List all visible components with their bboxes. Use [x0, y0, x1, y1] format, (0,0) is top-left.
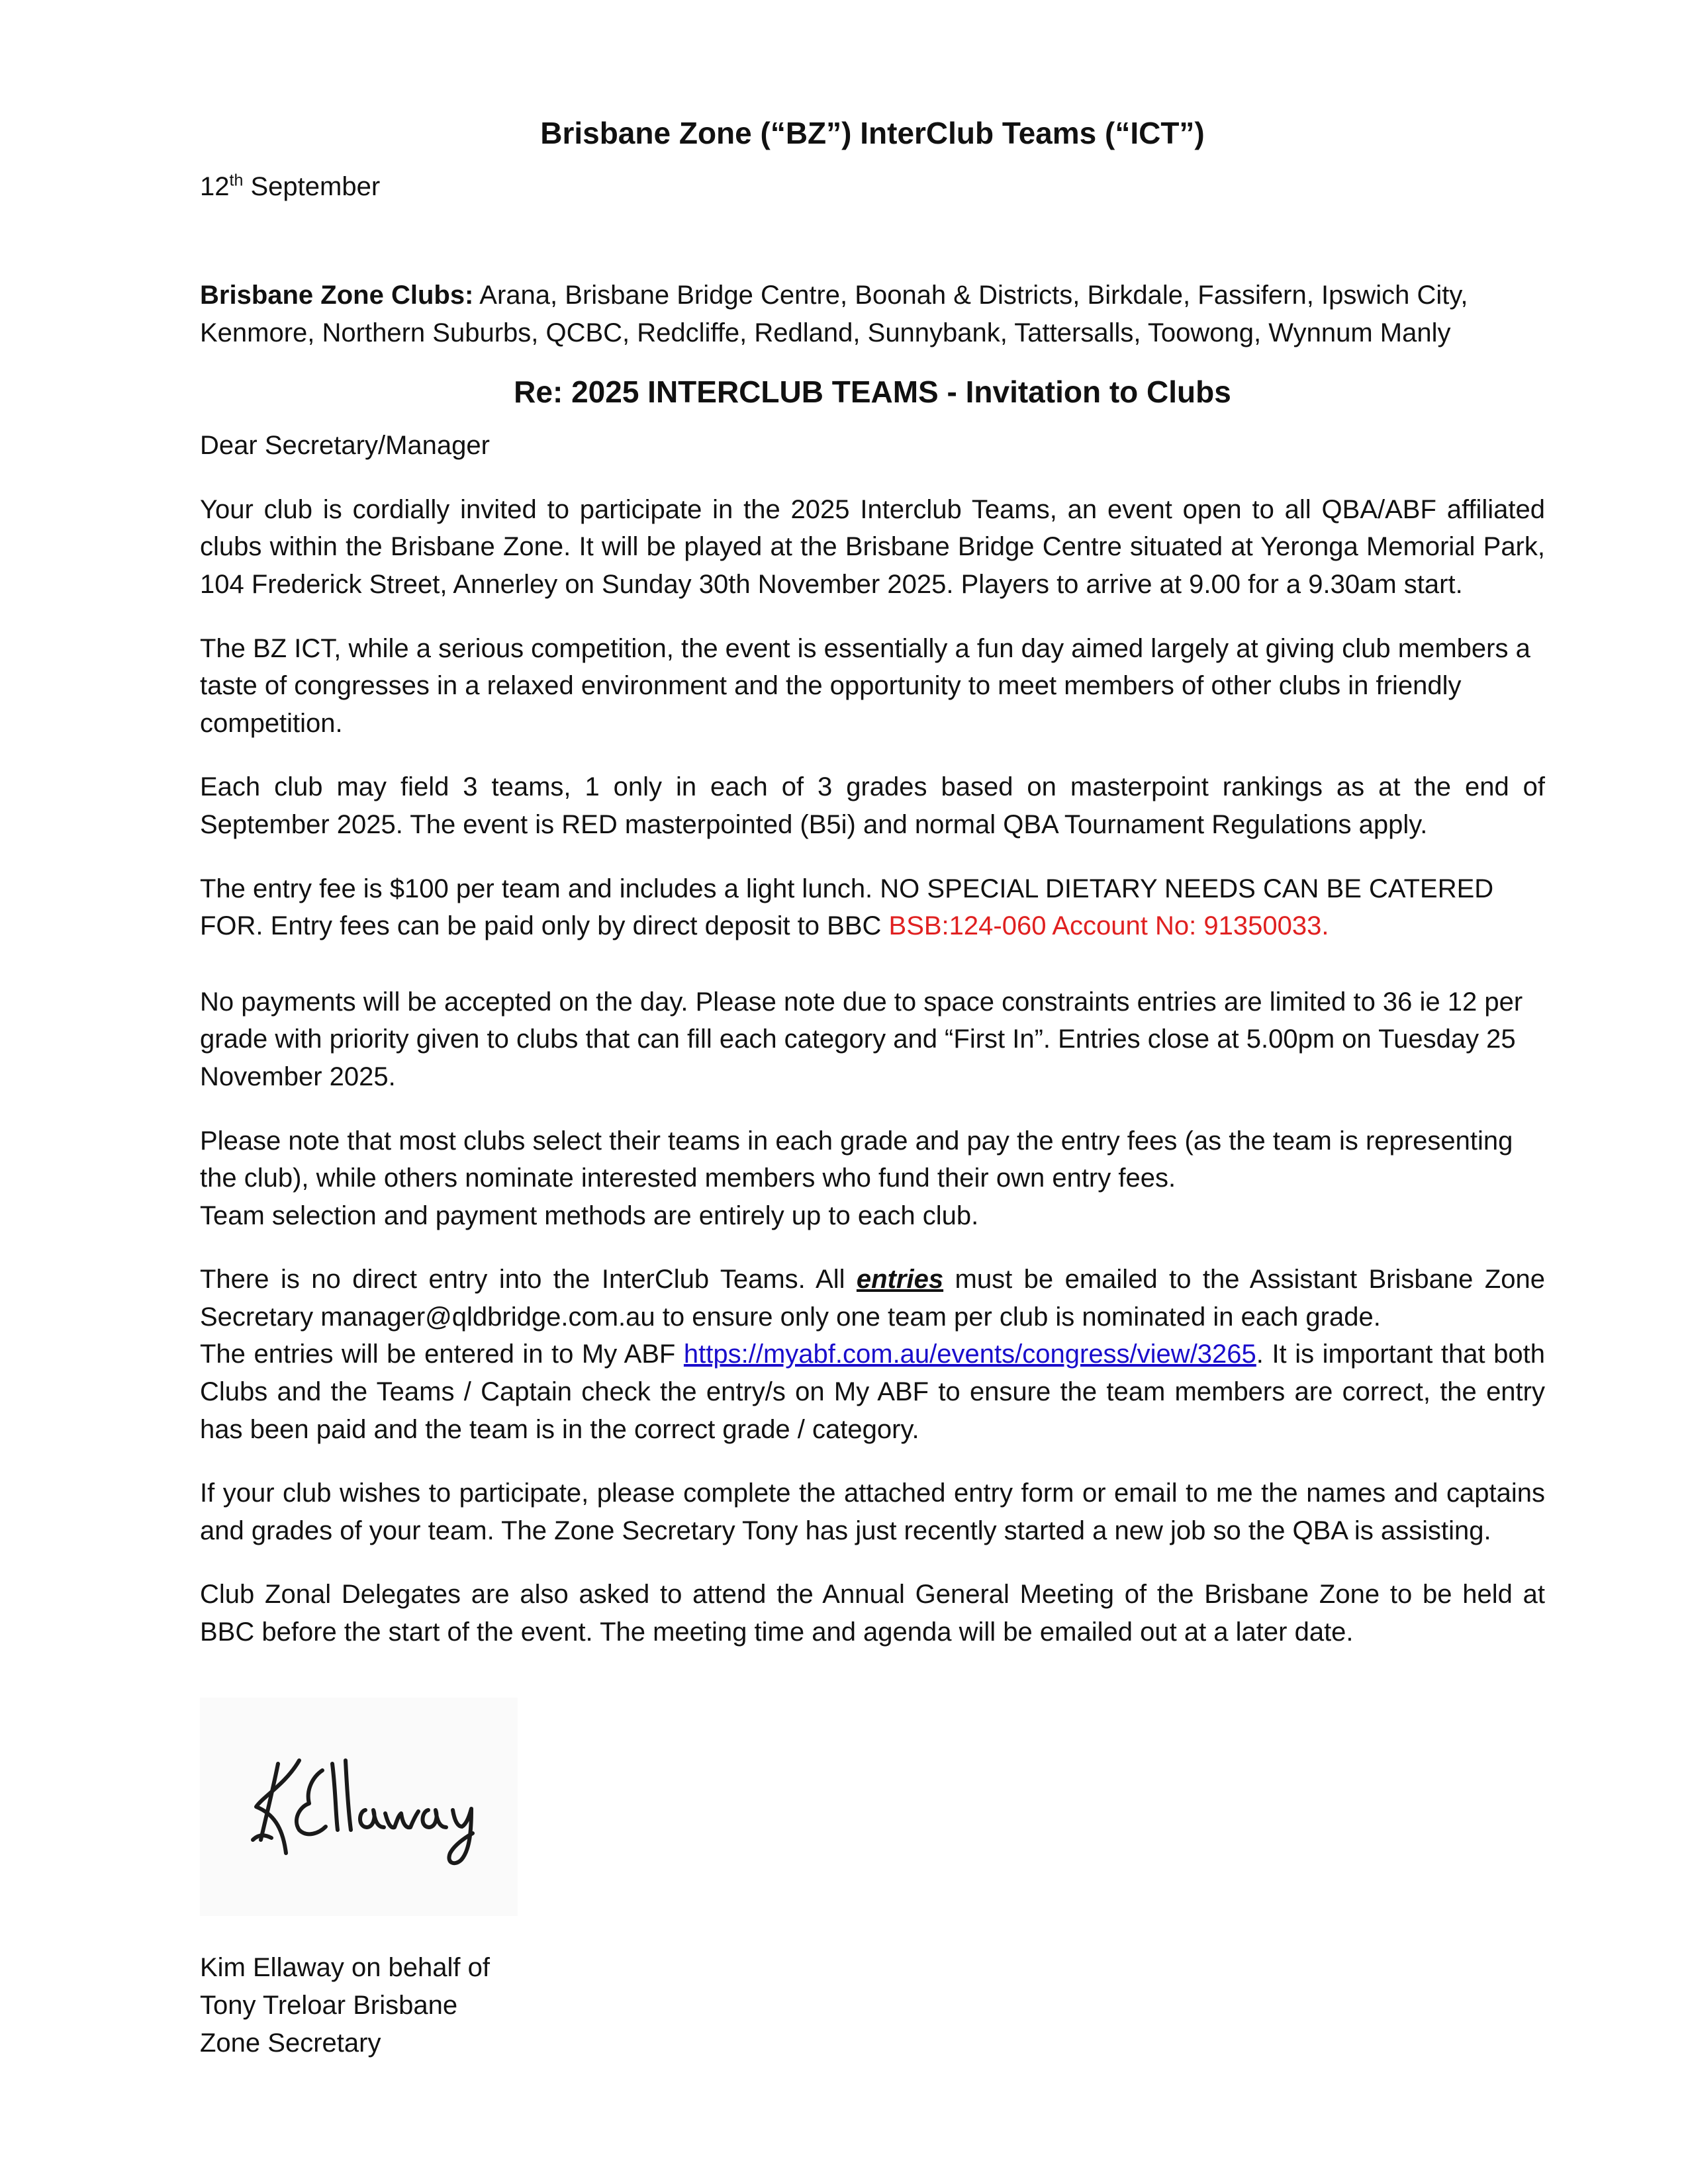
entries-emphasis: entries — [856, 1265, 944, 1295]
paragraph-competition: The BZ ICT, while a serious competition, the event is essentially a fun day aimed largely at giving club members a taste of congresses in a relaxed environment and the opportunity to meet members of other clubs in friendly competition. — [200, 633, 1530, 738]
clubs-label: Brisbane Zone Clubs: — [200, 281, 474, 310]
paragraph-participate: If your club wishes to participate, please complete the attached entry form or email to me the names and captains and grades of your team. The Zone Secretary Tony has just recently started a new job so the QBA is assisting. — [200, 1479, 1545, 1545]
bank-details: BSB:124-060 Account No: 91350033. — [888, 911, 1329, 941]
letter-page — [200, 113, 1545, 2062]
paragraph-agm: Club Zonal Delegates are also asked to attend the Annual General Meeting of the Brisbane Zone to be held at BBC before the start of the event. The meeting time and agenda will be emailed out at a later date. — [200, 1580, 1545, 1647]
clubs-list: Arana, Brisbane Bridge Centre, Boonah & Districts, Birkdale, Fassifern, Ipswich City, Kenmore, Northern Suburbs, QCBC, Redcliffe, Redland, Sunnybank, Tattersalls, Toowong, Wynnum Manly — [200, 281, 1468, 347]
date-day: 12 — [200, 172, 230, 201]
greeting: Dear Secretary/Manager — [200, 431, 490, 461]
closing-line-1: Kim Ellaway on behalf of — [200, 1952, 491, 1982]
entries-text-a: There is no direct entry into the InterClub Teams. All — [200, 1265, 857, 1295]
entries-text-b: must be emailed to the Assistant Brisbane Zone Secretary manager@qldbridge.com.au to ensure only one team per club is nominated in each grade. — [200, 1265, 1545, 1332]
subject-heading: Re: 2025 INTERCLUB TEAMS - Invitation to Clubs — [514, 375, 1231, 410]
closing-line-2: Tony Treloar Brisbane — [200, 1990, 458, 2020]
myabf-link[interactable]: https://myabf.com.au/events/congress/view/3265 — [683, 1340, 1256, 1369]
paragraph-selection-1: Please note that most clubs select their teams in each grade and pay the entry fees (as the team is representing the club), while others nominate interested members who fund their own entry fees. — [200, 1126, 1513, 1193]
letter-date — [200, 168, 1545, 205]
document-title: Brisbane Zone (“BZ”) InterClub Teams (“ICT”) — [540, 116, 1205, 150]
paragraph-invitation: Your club is cordially invited to participate in the 2025 Interclub Teams, an event open to all QBA/ABF affiliated clubs within the Brisbane Zone. It will be played at the Brisbane Bridge Centre situated at Yeronga Memorial Park, 104 Frederick Street, Annerley on Sunday 30th November 2025. Players to arrive at 9.00 for a 9.30am start. — [200, 494, 1545, 599]
paragraph-selection-2: Team selection and payment methods are entirely up to each club. — [200, 1201, 979, 1230]
date-suffix: th — [229, 171, 244, 190]
closing-line-3: Zone Secretary — [200, 2028, 381, 2058]
paragraph-payments: No payments will be accepted on the day. Please note due to space constraints entries are limited to 36 ie 12 per grade with priority given to clubs that can fill each category and “First In”. Entries close at 5.00pm on Tuesday 25 November 2025. — [200, 987, 1523, 1091]
paragraph-entries — [200, 1261, 1545, 1448]
entry-fee-text: The entry fee is $100 per team and includes a light lunch. NO SPECIAL DIETARY NEEDS CAN BE CATERED FOR. Entry fees can be paid only by direct deposit to BBC — [200, 874, 1494, 941]
paragraph-entry-fee — [200, 870, 1545, 945]
entries-text-d: . It is important that both Clubs and the Teams / Captain check the entry/s on My ABF to ensure the team members are correct, the entry has been paid and the team is in the correct grade / category. — [200, 1340, 1546, 1444]
clubs-paragraph — [200, 277, 1545, 351]
signature-icon — [200, 1698, 518, 1916]
paragraph-teams: Each club may field 3 teams, 1 only in each of 3 grades based on masterpoint rankings as at the end of September 2025. The event is RED masterpointed (B5i) and normal QBA Tournament Regulations apply. — [200, 772, 1545, 839]
date-month: September — [243, 172, 381, 201]
closing-block — [200, 1949, 1545, 2062]
entries-text-c: The entries will be entered in to My ABF — [200, 1340, 684, 1369]
signature-image — [200, 1698, 518, 1916]
